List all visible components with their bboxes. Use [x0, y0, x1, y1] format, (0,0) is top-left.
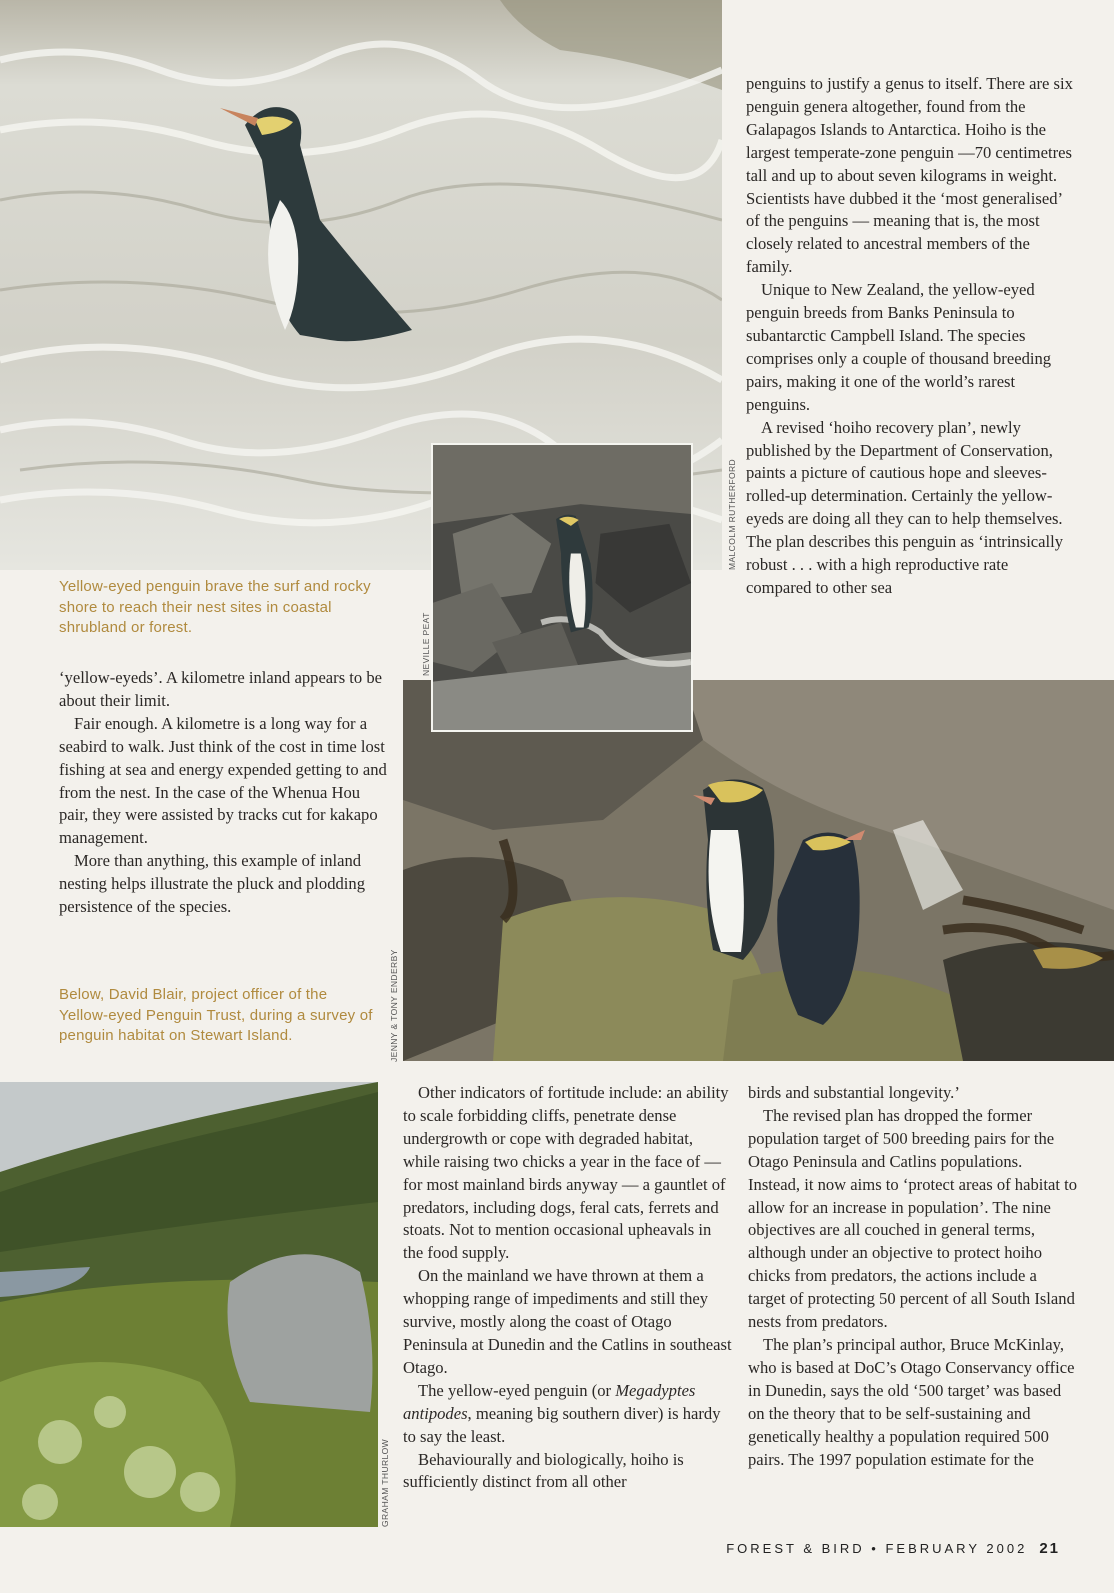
photo-penguin-cave [431, 443, 693, 732]
caption-island: Below, David Blair, project officer of the Yellow-eyed Penguin Trust, during a survey of penguin habitat on Stewart Island. [59, 986, 373, 1044]
credit-rocks: JENNY & TONY ENDERBY [389, 949, 399, 1062]
credit-right: MALCOLM RUTHERFORD [727, 458, 737, 570]
paragraph: penguins to justify a genus to itself. There are six penguin genera altogether, found from the Galapagos Islands to Antarctica. Hoiho is the largest temperate-zone penguin —70 centimetres tall and up to about seven kilograms in weight. Scientists have dubbed it the ‘most generalised’ of the penguins — meaning that is, the most closely related to ancestral members of the family. [746, 74, 1073, 277]
magazine-issue: FOREST & BIRD • FEBRUARY 2002 [726, 1541, 1028, 1556]
species-name: Megadyptes antipodes [403, 1380, 696, 1423]
paragraph [403, 1380, 733, 1449]
credit-island: GRAHAM THURLOW [380, 1438, 390, 1527]
paragraph: Behaviourally and biologically, hoiho is sufficiently distinct from all other [403, 1449, 684, 1492]
page-number: 21 [1039, 1540, 1060, 1557]
paragraph: The revised plan has dropped the former population target of 500 breeding pairs for the Otago Peninsula and Catlins populations. Instead, it now aims to ‘protect areas of habitat to allow for an increase in population’. The nine objectives are all couched in general terms, although under an objective to protect hoiho chicks from predators, the actions include a target of protecting 50 percent of all South Island nests from predators. [748, 1105, 1078, 1332]
text-run: , meaning big southern diver) is hardy to say the least. [403, 1403, 721, 1446]
page-footer [726, 1540, 1060, 1557]
paragraph: ‘yellow-eyeds’. A kilometre inland appears to be about their limit. [59, 668, 383, 710]
paragraph: The plan’s principal author, Bruce McKinlay, who is based at DoC’s Otago Conservancy office in Dunedin, says the old ‘500 target’ was based on the theory that to be self-sustaining and genetically healthy a population required 500 pairs. The 1997 population estimate for the [748, 1334, 1075, 1469]
text-run: The yellow-eyed penguin (or [418, 1380, 616, 1400]
column-right-bottom [748, 1082, 1078, 1471]
column-right-top [746, 73, 1076, 600]
photo-stewart-island [0, 1082, 378, 1527]
paragraph: Fair enough. A kilometre is a long way for a seabird to walk. Just think of the cost in time lost fishing at sea and energy expended getting to and from the nest. In the case of the Whenua Hou pair, they were assisted by tracks cut for kakapo management. [59, 713, 387, 848]
paragraph: Other indicators of fortitude include: an ability to scale forbidding cliffs, penetrate dense undergrowth or cope with degraded habitat, while raising two chicks a year in the face of — for most mainland birds anyway — a gauntlet of predators, including dogs, feral cats, ferrets and stoats. Not to mention occasional upheavals in the food supply. [403, 1083, 729, 1263]
column-left-mid [59, 667, 389, 919]
credit-cave: NEVILLE PEAT [421, 612, 431, 676]
paragraph: More than anything, this example of inland nesting helps illustrate the pluck and plodding persistence of the species. [59, 851, 366, 917]
paragraph: A revised ‘hoiho recovery plan’, newly published by the Department of Conservation, paints a picture of cautious hope and sleeves-rolled-up determination. Certainly the yellow-eyeds are doing all they can to help themselves. The plan describes this penguin as ‘intrinsically robust . . . with a high reproductive rate compared to other sea [746, 417, 1064, 597]
paragraph: On the mainland we have thrown at them a whopping range of impediments and still they survive, mostly along the coast of Otago Peninsula at Dunedin and the Catlins in southeast Otago. [403, 1266, 732, 1377]
photo-penguins-rocks [403, 680, 1114, 1061]
caption-surf: Yellow-eyed penguin brave the surf and rocky shore to reach their nest sites in coastal shrubland or forest. [59, 578, 371, 636]
paragraph: Unique to New Zealand, the yellow-eyed penguin breeds from Banks Peninsula to subantarctic Campbell Island. The species comprises only a couple of thousand breeding pairs, making it one of the world’s rarest penguins. [746, 280, 1052, 414]
column-mid-bottom [403, 1082, 733, 1494]
paragraph: birds and substantial longevity.’ [748, 1083, 960, 1102]
